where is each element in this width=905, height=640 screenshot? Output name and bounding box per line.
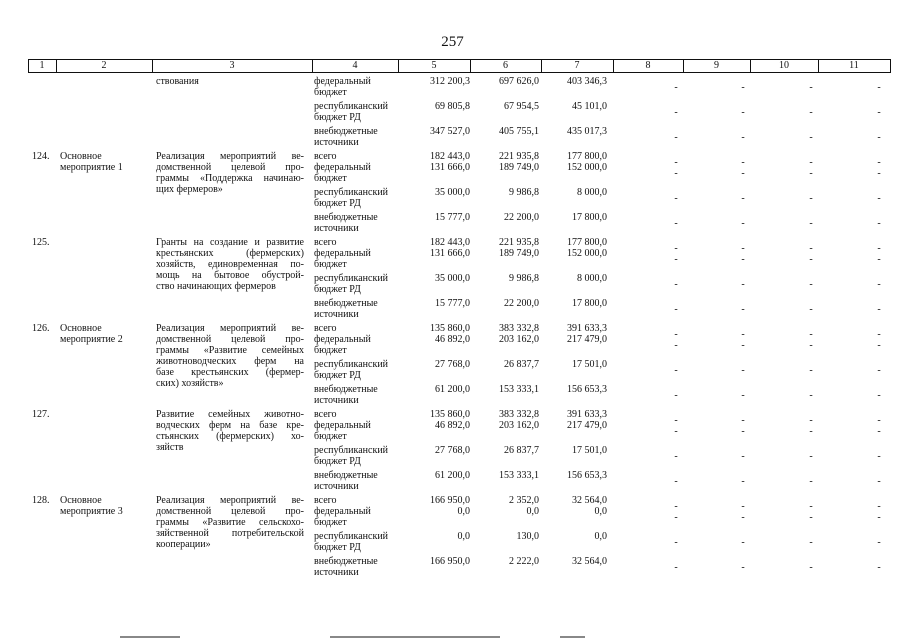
empty-value-col-9: - bbox=[741, 390, 745, 401]
scan-mark bbox=[560, 636, 585, 638]
value-col-7: 217 479,0 bbox=[567, 420, 607, 431]
description-line: кооперации» bbox=[156, 539, 211, 550]
value-col-6: 2 222,0 bbox=[509, 556, 539, 567]
value-col-7: 32 564,0 bbox=[572, 495, 607, 506]
value-col-6: 383 332,8 bbox=[499, 323, 539, 334]
funding-source: всего bbox=[314, 151, 337, 162]
empty-value-col-11: - bbox=[877, 329, 881, 340]
funding-source: федеральный бюджет bbox=[314, 334, 371, 356]
empty-value-col-9: - bbox=[741, 415, 745, 426]
description-line: граммы «Развитие семейных bbox=[156, 345, 304, 356]
value-col-7: 403 346,3 bbox=[567, 76, 607, 87]
row-number: 127. bbox=[32, 409, 50, 420]
value-col-7: 32 564,0 bbox=[572, 556, 607, 567]
empty-value-col-8: - bbox=[674, 365, 678, 376]
empty-value-col-11: - bbox=[877, 193, 881, 204]
empty-value-col-8: - bbox=[674, 82, 678, 93]
empty-value-col-9: - bbox=[741, 476, 745, 487]
value-col-6: 130,0 bbox=[516, 531, 539, 542]
column-number-5: 5 bbox=[431, 60, 437, 71]
empty-value-col-11: - bbox=[877, 415, 881, 426]
empty-value-col-11: - bbox=[877, 537, 881, 548]
empty-value-col-8: - bbox=[674, 562, 678, 573]
row-number: 128. bbox=[32, 495, 50, 506]
funding-source: внебюджетные источники bbox=[314, 126, 378, 148]
empty-value-col-11: - bbox=[877, 562, 881, 573]
funding-source: внебюджетные источники bbox=[314, 384, 378, 406]
header-bottom-rule bbox=[28, 72, 890, 73]
row-number: 124. bbox=[32, 151, 50, 162]
empty-value-col-10: - bbox=[809, 82, 813, 93]
column-number-3: 3 bbox=[229, 60, 235, 71]
value-col-5: 312 200,3 bbox=[430, 76, 470, 87]
value-col-7: 17 800,0 bbox=[572, 212, 607, 223]
value-col-6: 2 352,0 bbox=[509, 495, 539, 506]
empty-value-col-8: - bbox=[674, 279, 678, 290]
empty-value-col-10: - bbox=[809, 254, 813, 265]
empty-value-col-10: - bbox=[809, 329, 813, 340]
empty-value-col-11: - bbox=[877, 218, 881, 229]
empty-value-col-9: - bbox=[741, 537, 745, 548]
description-line: домственной целевой про- bbox=[156, 162, 304, 173]
value-col-5: 131 666,0 bbox=[430, 162, 470, 173]
description-line: стьянских (фермерских) хо- bbox=[156, 431, 304, 442]
empty-value-col-8: - bbox=[674, 168, 678, 179]
funding-source: федеральный бюджет bbox=[314, 420, 371, 442]
empty-value-col-10: - bbox=[809, 157, 813, 168]
empty-value-col-9: - bbox=[741, 157, 745, 168]
value-col-7: 435 017,3 bbox=[567, 126, 607, 137]
description-line: водческих ферм на базе кре- bbox=[156, 420, 304, 431]
empty-value-col-8: - bbox=[674, 304, 678, 315]
event-name: Основное мероприятие 2 bbox=[60, 323, 123, 345]
value-col-6: 22 200,0 bbox=[504, 212, 539, 223]
value-col-7: 0,0 bbox=[594, 506, 607, 517]
value-col-6: 405 755,1 bbox=[499, 126, 539, 137]
empty-value-col-10: - bbox=[809, 107, 813, 118]
empty-value-col-10: - bbox=[809, 132, 813, 143]
column-number-1: 1 bbox=[39, 60, 45, 71]
value-col-7: 17 501,0 bbox=[572, 359, 607, 370]
empty-value-col-10: - bbox=[809, 340, 813, 351]
value-col-6: 9 986,8 bbox=[509, 187, 539, 198]
empty-value-col-10: - bbox=[809, 365, 813, 376]
empty-value-col-8: - bbox=[674, 512, 678, 523]
value-col-5: 347 527,0 bbox=[430, 126, 470, 137]
event-name: Основное мероприятие 3 bbox=[60, 495, 123, 517]
empty-value-col-10: - bbox=[809, 168, 813, 179]
empty-value-col-9: - bbox=[741, 512, 745, 523]
value-col-7: 17 501,0 bbox=[572, 445, 607, 456]
description-line: животноводческих ферм на bbox=[156, 356, 304, 367]
scan-mark bbox=[330, 636, 500, 638]
column-number-2: 2 bbox=[101, 60, 107, 71]
value-col-7: 0,0 bbox=[594, 531, 607, 542]
description-line: ских) хозяйств» bbox=[156, 378, 224, 389]
value-col-7: 156 653,3 bbox=[567, 470, 607, 481]
empty-value-col-10: - bbox=[809, 304, 813, 315]
value-col-5: 27 768,0 bbox=[435, 445, 470, 456]
value-col-5: 131 666,0 bbox=[430, 248, 470, 259]
value-col-5: 27 768,0 bbox=[435, 359, 470, 370]
empty-value-col-11: - bbox=[877, 304, 881, 315]
empty-value-col-9: - bbox=[741, 501, 745, 512]
value-col-6: 203 162,0 bbox=[499, 420, 539, 431]
value-col-7: 17 800,0 bbox=[572, 298, 607, 309]
funding-source: республиканский бюджет РД bbox=[314, 359, 389, 381]
description-line: ствования bbox=[156, 76, 199, 87]
value-col-6: 153 333,1 bbox=[499, 470, 539, 481]
empty-value-col-8: - bbox=[674, 476, 678, 487]
funding-source: внебюджетные источники bbox=[314, 298, 378, 320]
empty-value-col-8: - bbox=[674, 254, 678, 265]
value-col-7: 45 101,0 bbox=[572, 101, 607, 112]
column-number-6: 6 bbox=[503, 60, 508, 71]
funding-source: республиканский бюджет РД bbox=[314, 273, 389, 295]
empty-value-col-11: - bbox=[877, 279, 881, 290]
column-number-9: 9 bbox=[714, 60, 719, 71]
empty-value-col-11: - bbox=[877, 132, 881, 143]
description-line: зяйств bbox=[156, 442, 184, 453]
value-col-7: 152 000,0 bbox=[567, 162, 607, 173]
empty-value-col-8: - bbox=[674, 426, 678, 437]
empty-value-col-9: - bbox=[741, 193, 745, 204]
column-number-8: 8 bbox=[645, 60, 651, 71]
empty-value-col-10: - bbox=[809, 501, 813, 512]
value-col-5: 35 000,0 bbox=[435, 273, 470, 284]
empty-value-col-11: - bbox=[877, 243, 881, 254]
funding-source: федеральный бюджет bbox=[314, 248, 371, 270]
empty-value-col-11: - bbox=[877, 365, 881, 376]
empty-value-col-8: - bbox=[674, 340, 678, 351]
funding-source: всего bbox=[314, 237, 337, 248]
empty-value-col-11: - bbox=[877, 168, 881, 179]
value-col-7: 177 800,0 bbox=[567, 151, 607, 162]
row-number: 126. bbox=[32, 323, 50, 334]
funding-source: всего bbox=[314, 495, 337, 506]
empty-value-col-8: - bbox=[674, 218, 678, 229]
description-line: граммы «Развитие сельскохо- bbox=[156, 517, 304, 528]
empty-value-col-9: - bbox=[741, 329, 745, 340]
empty-value-col-8: - bbox=[674, 243, 678, 254]
value-col-5: 69 805,8 bbox=[435, 101, 470, 112]
empty-value-col-9: - bbox=[741, 279, 745, 290]
funding-source: республиканский бюджет РД bbox=[314, 101, 389, 123]
empty-value-col-11: - bbox=[877, 501, 881, 512]
empty-value-col-11: - bbox=[877, 476, 881, 487]
empty-value-col-10: - bbox=[809, 218, 813, 229]
empty-value-col-9: - bbox=[741, 451, 745, 462]
funding-source: всего bbox=[314, 409, 337, 420]
description-line: хозяйств, единовременная по- bbox=[156, 259, 304, 270]
value-col-7: 391 633,3 bbox=[567, 409, 607, 420]
empty-value-col-9: - bbox=[741, 107, 745, 118]
column-number-4: 4 bbox=[352, 60, 358, 71]
value-col-7: 217 479,0 bbox=[567, 334, 607, 345]
empty-value-col-11: - bbox=[877, 107, 881, 118]
value-col-6: 203 162,0 bbox=[499, 334, 539, 345]
empty-value-col-9: - bbox=[741, 365, 745, 376]
empty-value-col-11: - bbox=[877, 340, 881, 351]
empty-value-col-11: - bbox=[877, 451, 881, 462]
value-col-6: 189 749,0 bbox=[499, 162, 539, 173]
empty-value-col-10: - bbox=[809, 243, 813, 254]
empty-value-col-9: - bbox=[741, 218, 745, 229]
page-number: 257 bbox=[441, 34, 464, 50]
empty-value-col-8: - bbox=[674, 537, 678, 548]
description-line: домственной целевой про- bbox=[156, 334, 304, 345]
funding-source: республиканский бюджет РД bbox=[314, 445, 389, 467]
empty-value-col-11: - bbox=[877, 426, 881, 437]
column-number-10: 10 bbox=[779, 60, 789, 71]
empty-value-col-9: - bbox=[741, 82, 745, 93]
empty-value-col-9: - bbox=[741, 562, 745, 573]
description-line: базе крестьянских (фермер- bbox=[156, 367, 304, 378]
funding-source: федеральный бюджет bbox=[314, 162, 371, 184]
value-col-7: 152 000,0 bbox=[567, 248, 607, 259]
value-col-5: 135 860,0 bbox=[430, 409, 470, 420]
empty-value-col-10: - bbox=[809, 562, 813, 573]
value-col-6: 26 837,7 bbox=[504, 445, 539, 456]
value-col-6: 0,0 bbox=[526, 506, 539, 517]
description-line: Развитие семейных животно- bbox=[156, 409, 304, 420]
value-col-5: 135 860,0 bbox=[430, 323, 470, 334]
scan-mark bbox=[120, 636, 180, 638]
value-col-5: 15 777,0 bbox=[435, 298, 470, 309]
funding-source: внебюджетные источники bbox=[314, 470, 378, 492]
value-col-6: 22 200,0 bbox=[504, 298, 539, 309]
value-col-5: 46 892,0 bbox=[435, 420, 470, 431]
empty-value-col-11: - bbox=[877, 254, 881, 265]
value-col-5: 0,0 bbox=[457, 531, 470, 542]
column-number-11: 11 bbox=[849, 60, 859, 71]
empty-value-col-9: - bbox=[741, 254, 745, 265]
funding-source: всего bbox=[314, 323, 337, 334]
description-line: щих фермеров» bbox=[156, 184, 223, 195]
empty-value-col-10: - bbox=[809, 193, 813, 204]
empty-value-col-8: - bbox=[674, 157, 678, 168]
value-col-6: 221 935,8 bbox=[499, 237, 539, 248]
empty-value-col-8: - bbox=[674, 329, 678, 340]
value-col-6: 26 837,7 bbox=[504, 359, 539, 370]
description-line: Реализация мероприятий ве- bbox=[156, 151, 304, 162]
empty-value-col-8: - bbox=[674, 451, 678, 462]
empty-value-col-9: - bbox=[741, 304, 745, 315]
funding-source: республиканский бюджет РД bbox=[314, 531, 389, 553]
value-col-5: 182 443,0 bbox=[430, 237, 470, 248]
value-col-5: 182 443,0 bbox=[430, 151, 470, 162]
funding-source: федеральный бюджет bbox=[314, 76, 371, 98]
empty-value-col-9: - bbox=[741, 132, 745, 143]
description-line: Реализация мероприятий ве- bbox=[156, 495, 304, 506]
value-col-6: 383 332,8 bbox=[499, 409, 539, 420]
empty-value-col-8: - bbox=[674, 107, 678, 118]
empty-value-col-9: - bbox=[741, 168, 745, 179]
value-col-5: 166 950,0 bbox=[430, 556, 470, 567]
event-name: Основное мероприятие 1 bbox=[60, 151, 123, 173]
value-col-5: 35 000,0 bbox=[435, 187, 470, 198]
value-col-5: 61 200,0 bbox=[435, 384, 470, 395]
value-col-6: 221 935,8 bbox=[499, 151, 539, 162]
description-line: крестьянских (фермерских) bbox=[156, 248, 304, 259]
empty-value-col-11: - bbox=[877, 512, 881, 523]
empty-value-col-9: - bbox=[741, 426, 745, 437]
value-col-6: 153 333,1 bbox=[499, 384, 539, 395]
value-col-6: 9 986,8 bbox=[509, 273, 539, 284]
value-col-6: 697 626,0 bbox=[499, 76, 539, 87]
funding-source: федеральный бюджет bbox=[314, 506, 371, 528]
value-col-7: 156 653,3 bbox=[567, 384, 607, 395]
empty-value-col-10: - bbox=[809, 537, 813, 548]
description-line: граммы «Поддержка начинаю- bbox=[156, 173, 304, 184]
funding-source: внебюджетные источники bbox=[314, 212, 378, 234]
empty-value-col-10: - bbox=[809, 451, 813, 462]
value-col-7: 177 800,0 bbox=[567, 237, 607, 248]
empty-value-col-9: - bbox=[741, 243, 745, 254]
description-line: мощь на бытовое обустрой- bbox=[156, 270, 304, 281]
empty-value-col-10: - bbox=[809, 512, 813, 523]
description-line: домственной целевой про- bbox=[156, 506, 304, 517]
header-column-divider bbox=[890, 59, 891, 73]
funding-source: внебюджетные источники bbox=[314, 556, 378, 578]
funding-source: республиканский бюджет РД bbox=[314, 187, 389, 209]
empty-value-col-8: - bbox=[674, 193, 678, 204]
value-col-7: 391 633,3 bbox=[567, 323, 607, 334]
value-col-7: 8 000,0 bbox=[577, 187, 607, 198]
empty-value-col-11: - bbox=[877, 157, 881, 168]
empty-value-col-10: - bbox=[809, 279, 813, 290]
empty-value-col-10: - bbox=[809, 390, 813, 401]
empty-value-col-10: - bbox=[809, 426, 813, 437]
description-line: Реализация мероприятий ве- bbox=[156, 323, 304, 334]
value-col-5: 0,0 bbox=[457, 506, 470, 517]
empty-value-col-8: - bbox=[674, 501, 678, 512]
description-line: зяйственной потребительской bbox=[156, 528, 304, 539]
empty-value-col-11: - bbox=[877, 82, 881, 93]
description-line: Гранты на создание и развитие bbox=[156, 237, 304, 248]
empty-value-col-10: - bbox=[809, 476, 813, 487]
column-number-7: 7 bbox=[574, 60, 580, 71]
value-col-6: 67 954,5 bbox=[504, 101, 539, 112]
description-line: ство начинающих фермеров bbox=[156, 281, 276, 292]
value-col-5: 15 777,0 bbox=[435, 212, 470, 223]
empty-value-col-8: - bbox=[674, 415, 678, 426]
row-number: 125. bbox=[32, 237, 50, 248]
value-col-5: 166 950,0 bbox=[430, 495, 470, 506]
value-col-5: 61 200,0 bbox=[435, 470, 470, 481]
empty-value-col-11: - bbox=[877, 390, 881, 401]
empty-value-col-10: - bbox=[809, 415, 813, 426]
value-col-5: 46 892,0 bbox=[435, 334, 470, 345]
empty-value-col-9: - bbox=[741, 340, 745, 351]
empty-value-col-8: - bbox=[674, 132, 678, 143]
value-col-7: 8 000,0 bbox=[577, 273, 607, 284]
empty-value-col-8: - bbox=[674, 390, 678, 401]
value-col-6: 189 749,0 bbox=[499, 248, 539, 259]
